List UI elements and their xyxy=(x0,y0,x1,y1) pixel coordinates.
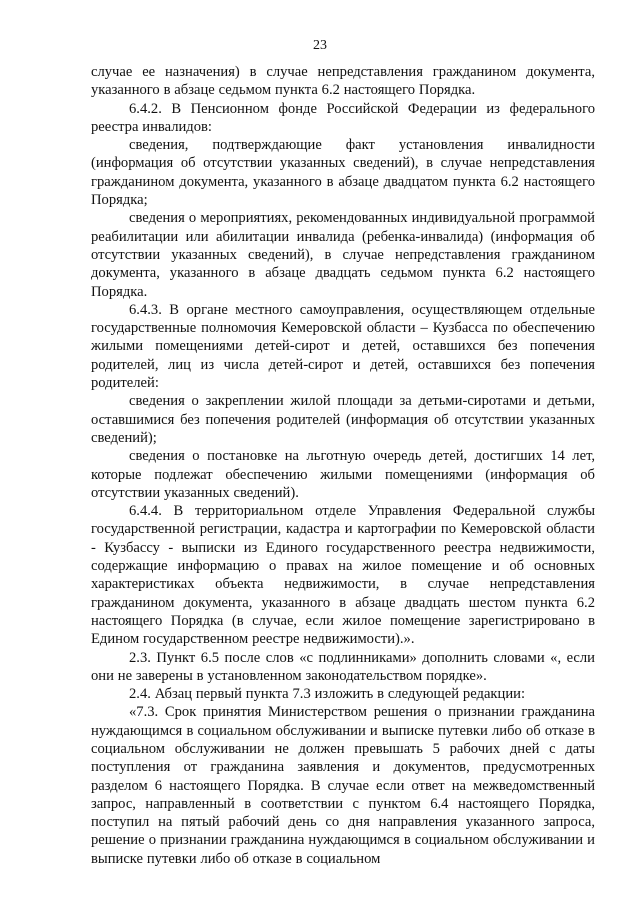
paragraph-disability-info: сведения, подтверждающие факт установления инвалидности (информация об отсутствии указанных сведений), в случае непредставления гражданином документа, указанного в абзаце двадцатом пункта 6.2 настоящего Порядка; xyxy=(91,137,595,209)
paragraph-7-3: «7.3. Срок принятия Министерством решения о признании гражданина нуждающимся в социальном обслуживании и выписке путевки либо об отказе в социальном обслуживании не должен превышать 5 рабочих дней с даты поступления от гражданина заявления и документов, предусмотренных разделом 6 настоящего Порядка. В случае если ответ на межведомственный запрос, направленный в соответствии с пунктом 6.4 настоящего Порядка, поступил на пятый рабочий день со дня направления указанного запроса, решение о признании гражданина нуждающимся в социальном обслуживании и выписке путевки либо об отказе в социальном xyxy=(91,704,595,867)
paragraph-2-3: 2.3. Пункт 6.5 после слов «с подлинниками» дополнить словами «, если они не заверены в установленном законодательством порядке». xyxy=(91,649,595,684)
paragraph-housing-assignment: сведения о закреплении жилой площади за детьми-сиротами и детьми, оставшимися без попечения родителей (информация об отсутствии указанных сведений); xyxy=(91,393,595,446)
document-body xyxy=(91,63,595,868)
paragraph-continuation: случае ее назначения) в случае непредставления гражданином документа, указанного в абзаце седьмом пункта 6.2 настоящего Порядка. xyxy=(91,64,595,99)
paragraph-2-4: 2.4. Абзац первый пункта 7.3 изложить в следующей редакции: xyxy=(129,686,525,703)
paragraph-6-4-3: 6.4.3. В органе местного самоуправления, осуществляющем отдельные государственные полномочия Кемеровской области – Кузбасса по обеспечению жилыми помещениями детей-сирот и детей, оставшихся без попечения родителей, лиц из числа детей-сирот и детей, оставшихся без попечения родителей: xyxy=(91,301,595,392)
page-number: 23 xyxy=(313,38,327,53)
paragraph-priority-queue: сведения о постановке на льготную очередь детей, достигших 14 лет, которые подлежат обеспечению жилыми помещениями (информация об отсутствии указанных сведений). xyxy=(91,448,595,501)
paragraph-6-4-4: 6.4.4. В территориальном отделе Управления Федеральной службы государственной регистрации, кадастра и картографии по Кемеровской области - Кузбассу - выписки из Единого государственного реестра недвижимости, содержащие информацию о правах на жилое помещение и об основных характеристиках объекта недвижимости, в случае непредставления гражданином документа, указанного в абзаце двадцать шестом пункта 6.2 настоящего Порядка (в случае, если жилое помещение зарегистрировано в Едином государственном реестре недвижимости).». xyxy=(91,503,595,648)
paragraph-rehabilitation-info: сведения о мероприятиях, рекомендованных индивидуальной программой реабилитации или абилитации инвалида (ребенка-инвалида) (информация об отсутствии указанных сведений), в случае непредставления гражданином документа, указанного в абзаце двадцать седьмом пункта 6.2 настоящего Порядка. xyxy=(91,210,595,300)
paragraph-6-4-2: 6.4.2. В Пенсионном фонде Российской Федерации из федерального реестра инвалидов: xyxy=(91,100,595,135)
